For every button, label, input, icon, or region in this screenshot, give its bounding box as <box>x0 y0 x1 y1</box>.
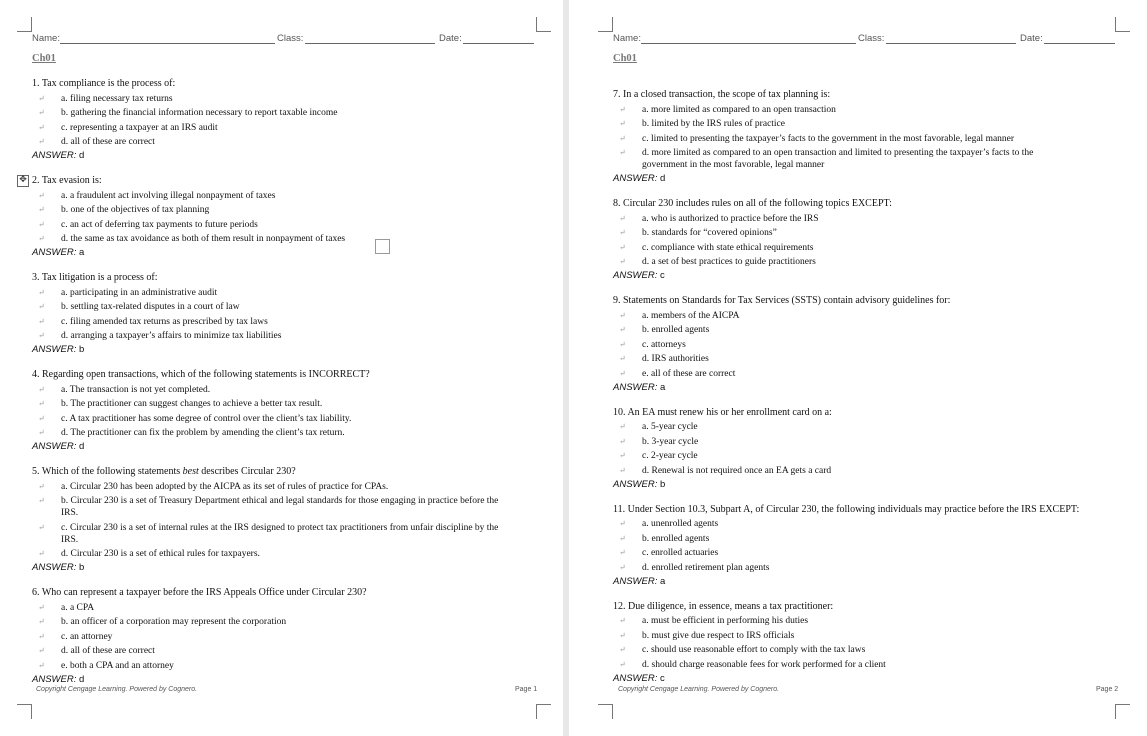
option-d: ↵ d. the same as tax avoidance as both of them result in nonpayment of taxes <box>38 234 346 244</box>
answer: ANSWER: d <box>32 441 85 452</box>
option-a: ↵ a. unenrolled agents <box>619 519 719 529</box>
answer: ANSWER: c <box>613 270 665 281</box>
question-text: 12. Due diligence, in essence, means a tax practitioner: <box>613 600 834 612</box>
option-b: ↵ b. 3-year cycle <box>619 436 699 447</box>
answer: ANSWER: a <box>32 247 85 258</box>
option-a: ↵ a. filing necessary tax returns <box>38 93 173 104</box>
document-page-1 <box>0 0 563 736</box>
option-c: ↵ c. compliance with state ethical requirements <box>619 242 814 253</box>
option-b: ↵ b. standards for “covered opinions” <box>619 228 777 238</box>
question-text: 8. Circular 230 includes rules on all of the following topics EXCEPT: <box>613 198 892 209</box>
answer: ANSWER: d <box>613 173 666 184</box>
class-field-line[interactable] <box>305 43 435 44</box>
option-d: ↵ d. enrolled retirement plan agents <box>619 562 770 573</box>
option-c: ↵ c. filing amended tax returns as prescribed by tax laws <box>38 316 268 327</box>
option-c: ↵ c. should use reasonable effort to comply with the tax laws <box>619 645 866 655</box>
date-field-line[interactable] <box>1044 43 1115 44</box>
question-11 <box>613 504 1117 588</box>
option-a: ↵ a. must be efficient in performing his duties <box>619 616 809 626</box>
option-d: ↵ d. all of these are correct <box>38 137 155 147</box>
option-e: ↵ e. all of these are correct <box>619 368 736 379</box>
crop-mark-bottom-left <box>17 704 32 719</box>
option-c: ↵ c. A tax practitioner has some degree of control over the client’s tax liability. <box>38 413 352 424</box>
table-resize-handle[interactable] <box>375 239 390 254</box>
answer: ANSWER: b <box>32 562 85 573</box>
option-d: ↵ d. Renewal is not required once an EA gets a card <box>619 465 832 476</box>
page-number: Page 2 <box>1096 686 1119 693</box>
option-d: ↵ d. a set of best practices to guide practitioners <box>619 257 816 267</box>
crop-mark-top-left <box>598 17 613 32</box>
option-c: ↵ c. enrolled actuaries <box>619 548 719 558</box>
class-label: Class: <box>277 33 304 44</box>
option-a: ↵ a. participating in an administrative audit <box>38 287 218 298</box>
crop-mark-bottom-right <box>536 704 551 719</box>
option-a: ↵ a. more limited as compared to an open transaction <box>619 104 836 115</box>
question-12 <box>613 601 1117 685</box>
option-c: ↵ c. Circular 230 is a set of internal rules at the IRS designed to protect tax practitioners from unfair discipline by the IRS. <box>38 522 499 545</box>
option-b: ↵ b. settling tax-related disputes in a court of law <box>38 302 240 312</box>
answer: ANSWER: d <box>32 673 85 685</box>
question-text: 10. An EA must renew his or her enrollment card on a: <box>613 406 832 418</box>
answer: ANSWER: a <box>613 575 666 587</box>
option-a: ↵ a. 5-year cycle <box>619 422 698 432</box>
question-text: 6. Who can represent a taxpayer before the IRS Appeals Office under Circular 230? <box>32 587 367 598</box>
date-label: Date: <box>439 33 462 44</box>
option-b: ↵ b. limited by the IRS rules of practice <box>619 119 785 129</box>
answer: ANSWER: a <box>613 381 666 393</box>
option-b: ↵ b. enrolled agents <box>619 325 710 335</box>
option-b: ↵ b. an officer of a corporation may represent the corporation <box>38 617 287 627</box>
option-a: ↵ a. Circular 230 has been adopted by the AICPA as its set of rules of practice for CPAs. <box>38 481 389 492</box>
question-text: 9. Statements on Standards for Tax Services (SSTS) contain advisory guidelines for: <box>613 295 951 306</box>
question-9 <box>613 295 1117 394</box>
answer: ANSWER: c <box>613 672 665 684</box>
question-10 <box>613 407 1117 491</box>
option-d: ↵ d. Circular 230 is a set of ethical rules for taxpayers. <box>38 549 260 559</box>
chapter-title: Ch01 <box>613 53 637 64</box>
footer-copyright: Copyright Cengage Learning. Powered by Cognero. <box>618 686 780 693</box>
option-d: ↵ d. all of these are correct <box>38 646 155 656</box>
question-5 <box>32 466 533 574</box>
page-2-content <box>613 53 1117 685</box>
question-text: 2. Tax evasion is: <box>32 175 102 186</box>
page-1-content <box>19 53 533 686</box>
question-7 <box>613 89 1117 185</box>
name-field-line[interactable] <box>60 43 275 44</box>
option-b: ↵ b. one of the objectives of tax planning <box>38 205 210 215</box>
class-label: Class: <box>858 33 885 44</box>
question-8 <box>613 198 1117 282</box>
option-a: ↵ a. a CPA <box>38 602 95 613</box>
option-b: ↵ b. enrolled agents <box>619 533 710 544</box>
question-1 <box>32 78 533 162</box>
header-fields <box>32 33 534 47</box>
question-text: 1. Tax compliance is the process of: <box>32 78 176 89</box>
option-b: ↵ b. must give due respect to IRS officials <box>619 630 795 641</box>
option-e: ↵ e. both a CPA and an attorney <box>38 660 174 671</box>
crop-mark-top-right <box>536 17 551 32</box>
option-d: ↵ d. IRS authorities <box>619 354 709 364</box>
crop-mark-bottom-left <box>598 704 613 719</box>
document-page-2 <box>569 0 1147 736</box>
option-c: ↵ c. attorneys <box>619 339 686 350</box>
option-d: ↵ d. should charge reasonable fees for work performed for a client <box>619 659 886 670</box>
crop-mark-top-right <box>1115 17 1130 32</box>
option-b: ↵ b. The practitioner can suggest changes to achieve a better tax result. <box>38 399 323 409</box>
question-text: 3. Tax litigation is a process of: <box>32 272 158 283</box>
option-a: ↵ a. The transaction is not yet completed. <box>38 384 211 395</box>
page-number: Page 1 <box>515 686 538 693</box>
option-d: ↵ d. more limited as compared to an open transaction and limited to presenting the taxpayer’s facts to the government in the most favorable, legal manner <box>619 148 1034 170</box>
question-2 <box>19 175 533 259</box>
question-text: 4. Regarding open transactions, which of the following statements is INCORRECT? <box>32 369 370 380</box>
option-c: ↵ c. 2-year cycle <box>619 451 698 461</box>
name-field-line[interactable] <box>641 43 856 44</box>
name-label: Name: <box>613 33 641 44</box>
option-a: ↵ a. who is authorized to practice before the IRS <box>619 213 819 224</box>
answer: ANSWER: d <box>32 150 85 161</box>
option-a: ↵ a. members of the AICPA <box>619 310 740 321</box>
class-field-line[interactable] <box>886 43 1016 44</box>
option-b: ↵ b. Circular 230 is a set of Treasury Department ethical and legal standards for those engaging in practice before the IRS. <box>38 496 499 518</box>
question-text: 7. In a closed transaction, the scope of tax planning is: <box>613 89 831 100</box>
date-label: Date: <box>1020 33 1043 44</box>
answer: ANSWER: b <box>32 344 85 355</box>
crop-mark-bottom-right <box>1115 704 1130 719</box>
table-move-handle-icon[interactable]: ✥ <box>17 175 29 187</box>
chapter-title: Ch01 <box>32 53 56 64</box>
option-d: ↵ d. The practitioner can fix the problem by amending the client’s tax return. <box>38 428 345 438</box>
crop-mark-top-left <box>17 17 32 32</box>
option-a: ↵ a. a fraudulent act involving illegal nonpayment of taxes <box>38 190 276 201</box>
option-b: ↵ b. gathering the financial information necessary to report taxable income <box>38 108 338 118</box>
question-text: 5. Which of the following statements best describes Circular 230? <box>32 466 296 477</box>
option-c: ↵ c. representing a taxpayer at an IRS audit <box>38 122 218 133</box>
question-text: 11. Under Section 10.3, Subpart A, of Circular 230, the following individuals may practice before the IRS EXCEPT: <box>613 503 1080 515</box>
option-c: ↵ c. limited to presenting the taxpayer’s facts to the government in the most favorable, legal manner <box>619 133 1015 144</box>
name-label: Name: <box>32 33 60 44</box>
answer: ANSWER: b <box>613 478 666 490</box>
footer-copyright: Copyright Cengage Learning. Powered by Cognero. <box>36 686 198 693</box>
option-d: ↵ d. arranging a taxpayer’s affairs to minimize tax liabilities <box>38 331 282 341</box>
date-field-line[interactable] <box>463 43 534 44</box>
question-3 <box>32 272 533 356</box>
option-c: ↵ c. an act of deferring tax payments to future periods <box>38 219 258 230</box>
question-6 <box>32 587 533 686</box>
question-4 <box>32 369 533 453</box>
option-c: ↵ c. an attorney <box>38 631 113 642</box>
header-fields <box>613 33 1115 47</box>
